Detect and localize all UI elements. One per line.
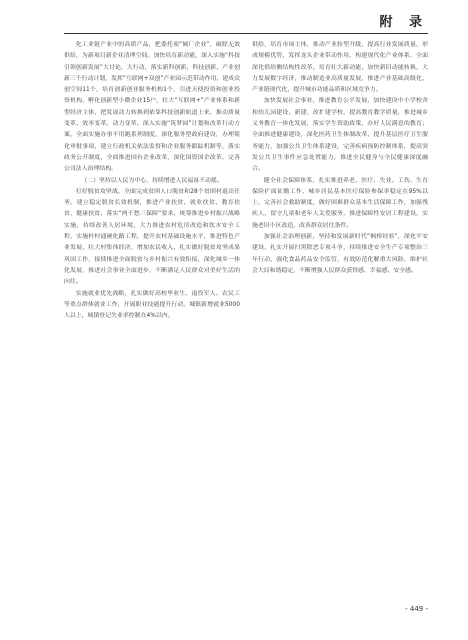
right-column — [252, 40, 428, 596]
body-columns — [64, 40, 428, 596]
paragraph: 化工业链产业中的高质产品，把委托项“倾厂企业”，破除无效供给，为新项目新企业清理空间。加快培育新动能，深入实施“科技引领创新发展”大讨论，大行动，落实新科创新、科技创新、产业创新三个行动计划，发挥“互联网+双创”产业园示范带动作用，建成众创空间11个，培育创新创业服务机构1个，引进天使投资和创业投资机构，孵化创新型小微企业15户，壮大“互联网+”产业体系和新型经济主体，把发展动力转换到依靠科技创新轨道上来，推动质量变革、效率变革、动力变革。深入实施“筑梦园”计划和改革行动方案，全面实施办事不用跑系列制度，深化服务型政府建设，办理简化审批事项，建立行政机关依法监督和企业服务跟踪机制等，落实政务公开制度，全面推进国有企业改革，深化国资国企改革，完善公司法人治理结构。 — [64, 42, 240, 173]
paragraph: 供给，培育市场主体，推动产业转型升级，提高行业发展质量，形成规模优势，发挥龙头企业带动作用，构建现代化产业体系，全面深化供给侧结构性改革，培育壮大新动能，加快新旧动能转换，大力发展数字经济，推动制造业高质量发展，推进产业基础高级化、产业链现代化，提升城市功能品质和区域竞争力。 — [252, 42, 428, 94]
paragraph: 实施就业优先战略，扎实做好高校毕业生、退役军人、农民工等重点群体就业工作，开展职业技能提升行动，城镇新增就业5000人以上，城镇登记失业率控制在4%以内。 — [64, 290, 240, 320]
paragraph: （二）坚持以人民为中心，持续增进人民福祉不动摇。 — [81, 177, 223, 184]
left-column — [64, 40, 240, 596]
paragraph: 加强社会治理创新，坚持和发展新时代“枫桥经验”，深化平安建设，扎实开展扫黑除恶专项斗争，持续推进安全生产专项整治三年行动，强化食品药品安全监管，有效防范化解重大风险，维护社会大局和谐稳定，不断增强人民群众获得感、幸福感、安全感。 — [252, 234, 428, 274]
header-rule — [64, 33, 428, 34]
page-number: - 449 - — [405, 605, 428, 613]
page-header — [0, 0, 468, 36]
section-title: 附 录 — [379, 15, 428, 30]
paragraph: 健全社会保障体系，扎实推进养老、医疗、失业、工伤、生育保险扩面征缴工作，城乡居民基本医疗保险参保率稳定在95%以上，完善社会救助制度，做好困难群众基本生活保障工作，加强残疾人、留守儿童和老年人关爱服务，推进保障性安居工程建设，实施老旧小区改造，改善群众居住条件。 — [252, 177, 428, 229]
paragraph: 打好脱贫攻坚战，全面完成贫困人口脱贫和28个贫困村退出任务。建立稳定脱贫长效机制，推进产业扶贫、就业扶贫、教育扶贫、健康扶贫，落实“两不愁三保障”要求，统筹推进乡村振兴战略实施，持续改善人居环境，大力推进农村危房改造和饮水安全工程，实施村村通硬化路工程，提升农村基础设施水平，推进特色产业发展，壮大村集体经济，增加农民收入，扎实做好脱贫攻坚成果巩固工作，接续推进全面脱贫与乡村振兴有效衔接，深化城乡一体化发展，推进社会事业全面进步，不断满足人民群众对美好生活的向往。 — [64, 188, 240, 286]
paragraph: 加快发展社会事业，推进教育公平发展，加快建设中小学校舍和幼儿园建设，新建、改扩建学校，提高教育教学质量，推进城乡义务教育一体化发展，落实学生资助政策，办好人民满意的教育；全面推进健康建设，深化医药卫生体制改革，提升基层医疗卫生服务能力，加强公共卫生体系建设，完善疾病预防控制体系，提高突发公共卫生事件应急处置能力，推进全民健身与全民健康深度融合。 — [252, 98, 428, 173]
